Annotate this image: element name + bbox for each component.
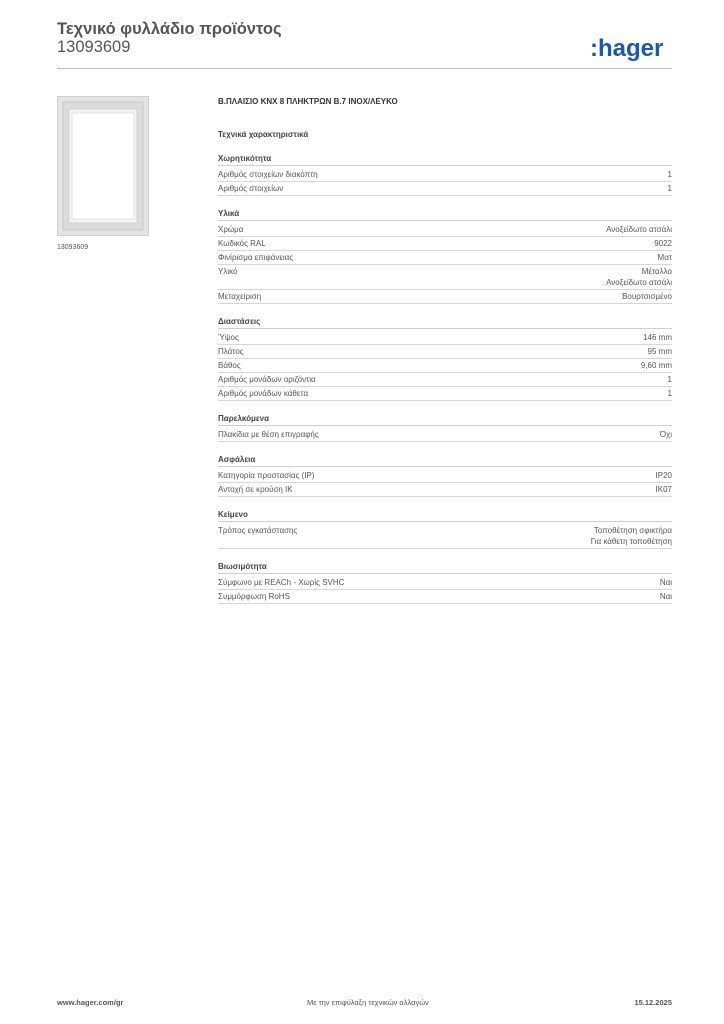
- spec-row: [218, 387, 672, 401]
- spec-value: Μέταλλο Ανοξείδωτο ατσάλι: [606, 267, 672, 287]
- spec-label: Σύμφωνο με REACh - Χωρίς SVHC: [218, 578, 345, 587]
- spec-label: Αριθμός μονάδων οριζόντια: [218, 375, 316, 384]
- spec-value: 1: [667, 184, 672, 193]
- spec-section: [218, 509, 672, 549]
- spec-row: [218, 237, 672, 251]
- spec-section: [218, 208, 672, 304]
- spec-label: Τρόπος εγκατάστασης: [218, 526, 298, 535]
- spec-label: Βάθος: [218, 361, 241, 370]
- spec-label: Κατηγορία προστασίας (IP): [218, 471, 315, 480]
- spec-row: [218, 359, 672, 373]
- spec-row: [218, 373, 672, 387]
- spec-label: Αριθμός μονάδων κάθετα: [218, 389, 309, 398]
- image-caption: 13093609: [57, 244, 89, 251]
- spec-value: Ναι: [659, 578, 672, 587]
- footer-date: 15.12.2025: [634, 998, 672, 1007]
- logo-text: :hager: [590, 35, 664, 62]
- header-divider: [57, 68, 672, 69]
- spec-value: 1: [667, 170, 672, 179]
- spec-label: Αριθμός στοιχείων: [218, 184, 284, 193]
- spec-row: [218, 331, 672, 345]
- spec-value: 1: [667, 389, 672, 398]
- spec-label: Πλακίδια με θέση επιγραφής: [218, 430, 319, 439]
- hager-logo: [590, 28, 672, 66]
- spec-row: [218, 182, 672, 196]
- spec-section: [218, 454, 672, 497]
- spec-value: IK07: [655, 485, 672, 494]
- product-image: [57, 96, 149, 236]
- spec-section: [218, 413, 672, 442]
- spec-row: [218, 345, 672, 359]
- page-header: [57, 20, 672, 70]
- spec-value: Βουρτσισμένο: [622, 292, 672, 301]
- footer-website[interactable]: www.hager.com/gr: [57, 998, 124, 1007]
- document-title: Τεχνικό φυλλάδιο προϊόντος: [57, 20, 282, 38]
- spec-row: [218, 590, 672, 604]
- section-title: Ασφάλεια: [218, 454, 672, 467]
- spec-label: Κωδικός RAL: [218, 239, 266, 248]
- footer-note: Με την επιφύλαξη τεχνικών αλλαγών: [307, 998, 429, 1007]
- product-name: Β.ΠΛΑΙΣΙΟ KNX 8 ΠΛΗΚΤΡΩΝ Β.7 ΙΝΟΧ/ΛΕΥΚΟ: [218, 97, 398, 106]
- spec-value: 9022: [654, 239, 672, 248]
- section-title: Κείμενο: [218, 509, 672, 522]
- product-code: 13093609: [57, 38, 131, 56]
- product-details: [218, 96, 672, 604]
- spec-row: [218, 265, 672, 290]
- spec-label: Υλικό: [218, 267, 238, 276]
- spec-row: [218, 168, 672, 182]
- spec-value: IP20: [655, 471, 672, 480]
- spec-value: 146 mm: [643, 333, 672, 342]
- spec-value: Ανοξείδωτο ατσάλι: [606, 225, 672, 234]
- spec-row: [218, 576, 672, 590]
- spec-row: [218, 524, 672, 549]
- spec-row: [218, 290, 672, 304]
- spec-value: Ματ: [657, 253, 672, 262]
- spec-section: [218, 561, 672, 604]
- spec-label: Μεταχείριση: [218, 292, 262, 301]
- section-title: Υλικά: [218, 208, 672, 221]
- spec-label: Συμμόρφωση RoHS: [218, 592, 290, 601]
- spec-value: 95 mm: [647, 347, 672, 356]
- section-title: Παρελκόμενα: [218, 413, 672, 426]
- spec-row: [218, 223, 672, 237]
- spec-value: Τοποθέτηση σφικτήρα Για κάθετη τοποθέτηση: [590, 526, 672, 546]
- spec-row: [218, 251, 672, 265]
- section-title: Βιωσιμότητα: [218, 561, 672, 574]
- spec-section: [218, 316, 672, 401]
- technical-heading: Τεχνικά χαρακτηριστικά: [218, 130, 309, 139]
- spec-section: [218, 153, 672, 196]
- page-footer: [57, 998, 672, 1010]
- spec-row: [218, 428, 672, 442]
- spec-label: Πλάτος: [218, 347, 244, 356]
- section-title: Διαστάσεις: [218, 316, 672, 329]
- spec-label: Αντοχή σε κρούση IK: [218, 485, 293, 494]
- spec-label: Φινίρισμα επιφάνειας: [218, 253, 294, 262]
- spec-row: [218, 483, 672, 497]
- spec-label: Αριθμός στοιχείων διακόπτη: [218, 170, 318, 179]
- section-title: Χωρητικότητα: [218, 153, 672, 166]
- spec-value: Ναι: [659, 592, 672, 601]
- spec-value: Όχι: [659, 430, 672, 439]
- spec-value: 1: [667, 375, 672, 384]
- spec-label: Ύψος: [218, 333, 239, 342]
- spec-value: 9,60 mm: [640, 361, 672, 370]
- spec-label: Χρώμα: [218, 225, 244, 234]
- spec-sections: [218, 153, 672, 604]
- spec-row: [218, 469, 672, 483]
